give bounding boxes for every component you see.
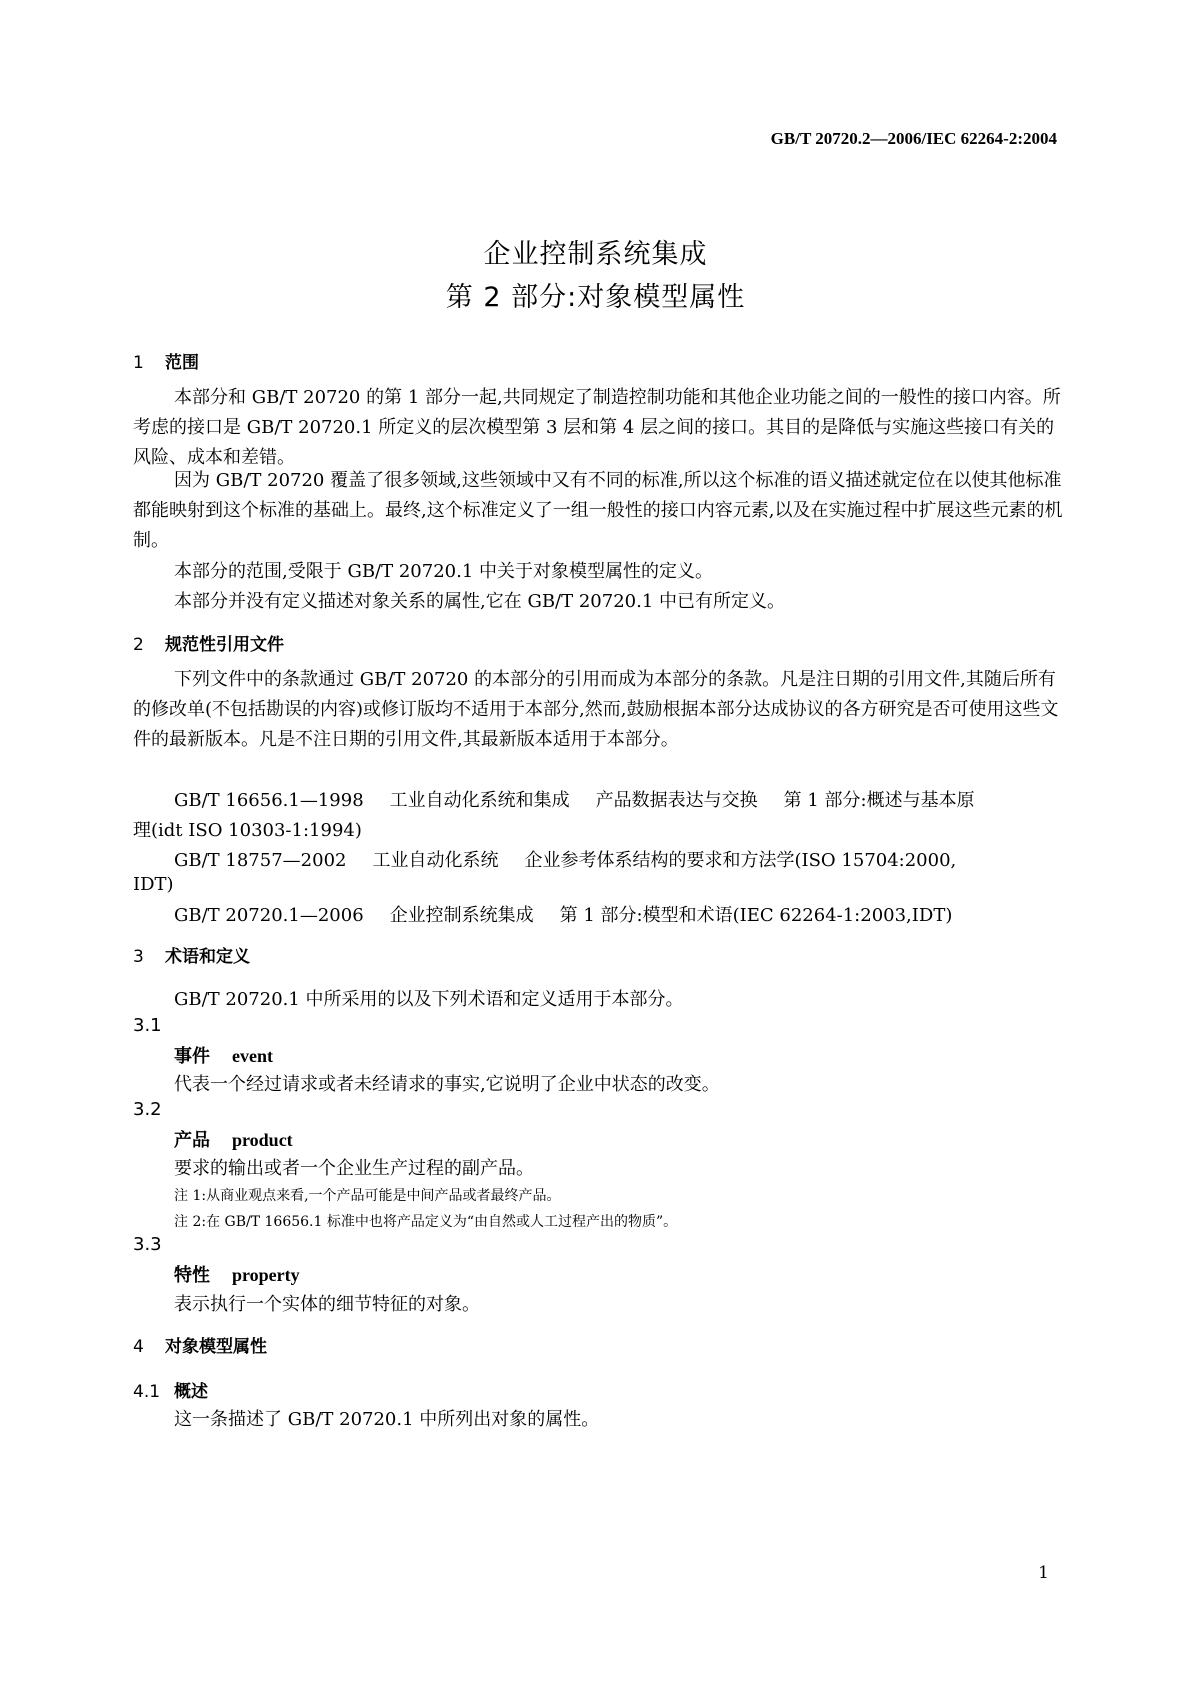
normative-reference-1-continued: 理(idt ISO 10303-1:1994) [133, 820, 362, 841]
section-title: 规范性引用文件 [165, 635, 284, 655]
paragraph-text: 下列文件中的条款通过 GB/T 20720 的本部分的引用而成为本部分的条款。凡是注日期的引用文件,其随后所有的修改单(不包括勘误的内容)或修订版均不适用于本部分,然而,鼓励根据本部分达成协议的各方研究是否可使用这些文件的最新版本。凡是不注日期的引用文件,其最新版本适用于本部分。 [133, 669, 1059, 750]
section-number: 2 [133, 635, 144, 655]
section-1-paragraph-4: 本部分并没有定义描述对象关系的属性,它在 GB/T 20720.1 中已有所定义。 [174, 591, 785, 612]
normative-reference-2-continued: IDT) [133, 874, 174, 895]
section-number: 4 [133, 1337, 144, 1357]
section-title: 对象模型属性 [165, 1337, 267, 1357]
reference-title: 企业控制系统集成 [389, 905, 534, 926]
term-3-2-number: 3.2 [133, 1099, 162, 1120]
term-3-2-definition: 要求的输出或者一个企业生产过程的副产品。 [174, 1158, 534, 1179]
term-3-3 [174, 1261, 300, 1287]
reference-code: GB/T 20720.1—2006 [174, 905, 364, 926]
reference-subtitle: 产品数据表达与交换 [595, 790, 758, 811]
term-3-1-number: 3.1 [133, 1015, 162, 1036]
subsection-4-1-heading [133, 1377, 208, 1402]
normative-reference-2 [174, 846, 956, 872]
section-2-heading [133, 630, 284, 655]
reference-subtitle: 企业参考体系结构的要求和方法学(ISO 15704:2000, [524, 850, 957, 871]
section-2-paragraph-1 [133, 665, 1063, 755]
subsection-title: 概述 [174, 1382, 208, 1402]
term-3-2-note-1: 注 1:从商业观点来看,一个产品可能是中间产品或者最终产品。 [174, 1188, 561, 1204]
reference-part: 第 1 部分:概述与基本原 [783, 790, 975, 811]
paragraph-text: 本部分和 GB/T 20720 的第 1 部分一起,共同规定了制造控制功能和其他企业功能之间的一般性的接口内容。所考虑的接口是 GB/T 20720.1 所定义的层次模型第 3 层和第 4 层之间的接口。其目的是降低与实施这些接口有关的风险、成本和差错。 [133, 387, 1061, 468]
section-3-heading [133, 942, 250, 967]
section-title: 术语和定义 [165, 947, 250, 967]
section-number: 1 [133, 353, 144, 373]
term-english: property [232, 1265, 300, 1285]
normative-reference-3 [174, 901, 952, 927]
document-title-line2: 第 2 部分:对象模型属性 [445, 282, 746, 313]
section-1-heading [133, 348, 199, 373]
normative-reference-1 [174, 786, 975, 812]
term-chinese: 产品 [174, 1130, 210, 1151]
section-number: 3 [133, 947, 144, 967]
reference-code: GB/T 16656.1—1998 [174, 790, 364, 811]
section-1-paragraph-1 [133, 383, 1063, 473]
term-3-3-number: 3.3 [133, 1234, 162, 1255]
subsection-4-1-text: 这一条描述了 GB/T 20720.1 中所列出对象的属性。 [174, 1409, 600, 1430]
section-1-paragraph-3: 本部分的范围,受限于 GB/T 20720.1 中关于对象模型属性的定义。 [174, 561, 713, 582]
paragraph-text: 因为 GB/T 20720 覆盖了很多领域,这些领域中又有不同的标准,所以这个标准的语义描述就定位在以使其他标准都能映射到这个标准的基础上。最终,这个标准定义了一组一般性的接口内容元素,以及在实施过程中扩展这些元素的机制。 [133, 470, 1063, 551]
standard-number: GB/T 20720.2—2006/IEC 62264-2:2004 [770, 129, 1057, 148]
term-english: event [232, 1046, 273, 1066]
reference-subtitle: 第 1 部分:模型和术语(IEC 62264-1:2003,IDT) [559, 905, 953, 926]
document-title-line1: 企业控制系统集成 [483, 239, 708, 270]
section-title: 范围 [165, 353, 199, 373]
subsection-number: 4.1 [133, 1382, 161, 1402]
term-3-3-definition: 表示执行一个实体的细节特征的对象。 [174, 1294, 480, 1315]
term-3-1 [174, 1042, 273, 1068]
page-number: 1 [1038, 1563, 1049, 1583]
term-3-2 [174, 1126, 293, 1152]
term-chinese: 特性 [174, 1265, 210, 1286]
reference-code: GB/T 18757—2002 [174, 850, 347, 871]
section-4-heading [133, 1332, 267, 1357]
reference-title: 工业自动化系统 [372, 850, 499, 871]
section-3-intro: GB/T 20720.1 中所采用的以及下列术语和定义适用于本部分。 [174, 989, 684, 1010]
term-english: product [232, 1130, 293, 1150]
reference-title: 工业自动化系统和集成 [389, 790, 570, 811]
term-chinese: 事件 [174, 1046, 210, 1067]
term-3-1-definition: 代表一个经过请求或者未经请求的事实,它说明了企业中状态的改变。 [174, 1074, 720, 1095]
section-1-paragraph-2 [133, 466, 1063, 556]
term-3-2-note-2: 注 2:在 GB/T 16656.1 标准中也将产品定义为“由自然或人工过程产出的物质”。 [174, 1214, 678, 1230]
